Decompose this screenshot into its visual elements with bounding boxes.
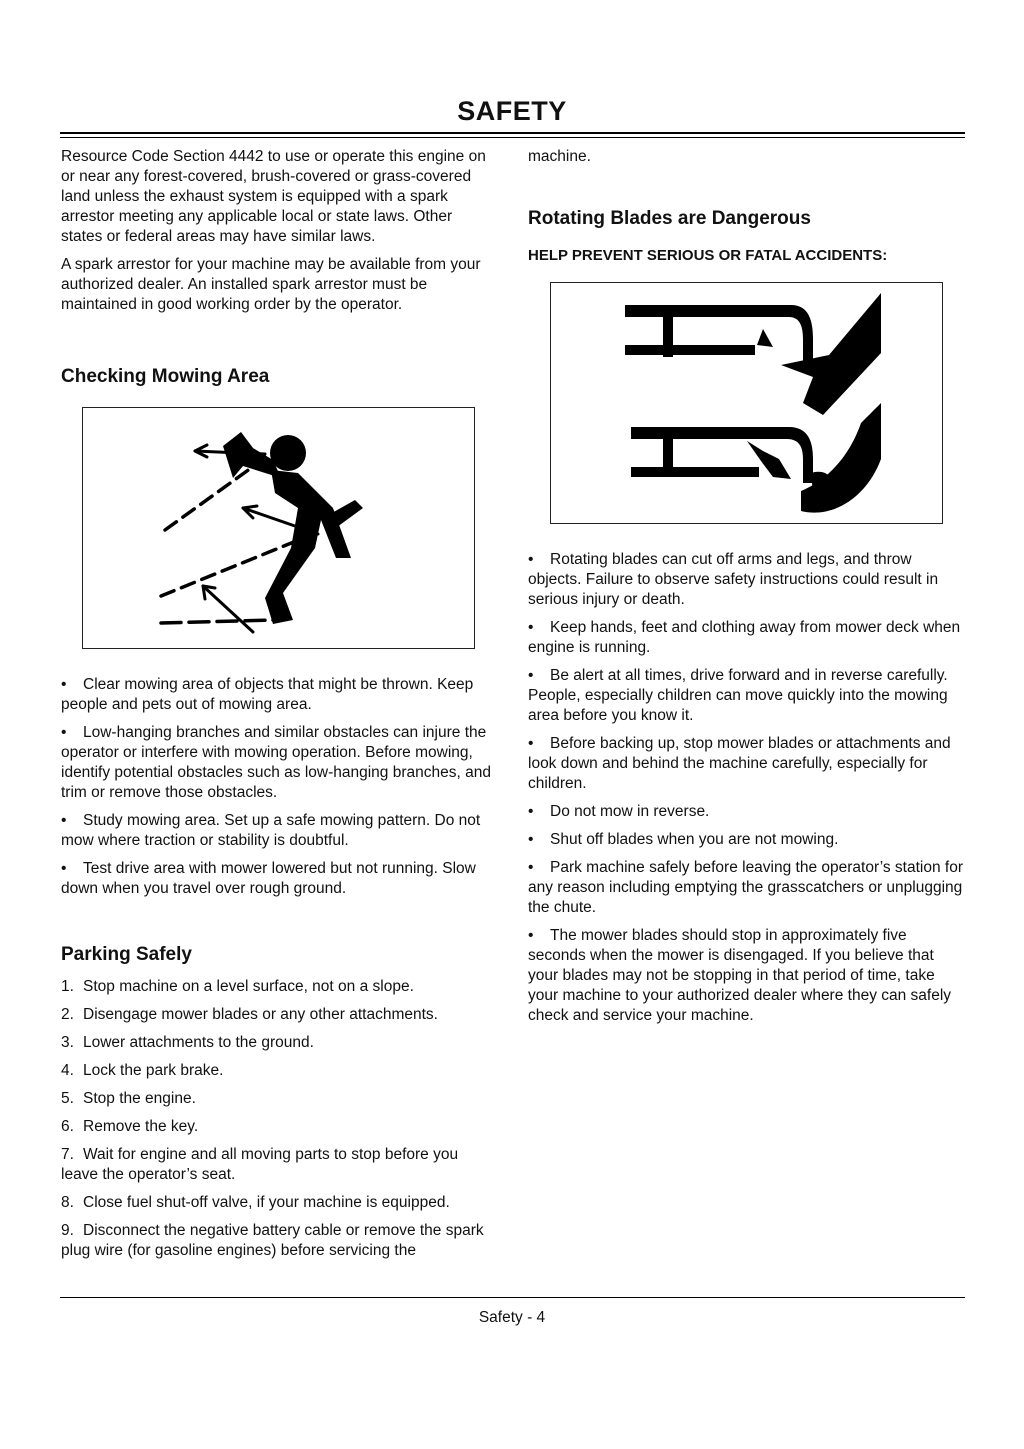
list-item xyxy=(528,550,968,610)
bullet-text: Shut off blades when you are not mowing. xyxy=(550,831,839,848)
bullet-text: Test drive area with mower lowered but not running. Slow down when you travel over rough ground. xyxy=(61,860,476,897)
bullet-marker: • xyxy=(61,676,67,693)
blade-hand-foot-warning-icon xyxy=(551,283,944,525)
list-item xyxy=(528,802,968,822)
section-heading-parking: Parking Safely xyxy=(61,944,192,965)
bullet-text: Be alert at all times, drive forward and in reverse carefully. People, especially children can move quickly into the mowing area before you know it. xyxy=(528,667,948,724)
bullet-text: Park machine safely before leaving the operator’s station for any reason including emptying the grasscatchers or unplugging the chute. xyxy=(528,859,963,916)
bullet-text: Keep hands, feet and clothing away from mower deck when engine is running. xyxy=(528,619,961,656)
step-text: Stop the engine. xyxy=(83,1090,196,1107)
step-number: 2. xyxy=(61,1006,74,1023)
section-heading-blades: Rotating Blades are Dangerous xyxy=(528,208,811,229)
step-text: Wait for engine and all moving parts to stop before you leave the operator’s seat. xyxy=(61,1146,459,1183)
step-text: Lower attachments to the ground. xyxy=(83,1034,314,1051)
bullet-marker: • xyxy=(61,860,67,877)
step-number: 7. xyxy=(61,1146,74,1163)
step-number: 5. xyxy=(61,1090,74,1107)
list-item xyxy=(528,830,968,850)
list-item xyxy=(528,858,968,918)
step-number: 8. xyxy=(61,1194,74,1211)
warning-subheading: HELP PREVENT SERIOUS OR FATAL ACCIDENTS: xyxy=(528,247,888,264)
bullet-text: Clear mowing area of objects that might be thrown. Keep people and pets out of mowing area. xyxy=(61,676,474,713)
step-text: Disconnect the negative battery cable or remove the spark plug wire (for gasoline engines) before servicing the xyxy=(61,1222,484,1259)
bullet-text: Low-hanging branches and similar obstacles can injure the operator or interfere with mowing operation. Before mowing, identify potential obstacles such as low-hanging branches, and trim or remove those obstacles. xyxy=(61,724,491,801)
list-item xyxy=(61,859,497,899)
list-item xyxy=(61,723,497,803)
paragraph: A spark arrestor for your machine may be available from your authorized dealer. An installed spark arrestor must be maintained in good working order by the operator. xyxy=(61,256,481,313)
step-number: 1. xyxy=(61,978,74,995)
numbered-step xyxy=(61,1221,497,1261)
bullet-marker: • xyxy=(528,927,534,944)
bullet-marker: • xyxy=(528,803,534,820)
step-text: Stop machine on a level surface, not on a slope. xyxy=(83,978,414,995)
step-number: 4. xyxy=(61,1062,74,1079)
step-number: 9. xyxy=(61,1222,74,1239)
bullet-marker: • xyxy=(528,667,534,684)
list-item xyxy=(528,734,968,794)
numbered-step xyxy=(61,1061,497,1081)
footer-rule xyxy=(60,1297,965,1298)
header-rule xyxy=(60,132,965,134)
bullet-marker: • xyxy=(528,619,534,636)
bullet-marker: • xyxy=(528,551,534,568)
bullet-marker: • xyxy=(528,735,534,752)
blade-hazard-figure xyxy=(550,282,943,524)
list-item xyxy=(528,926,968,1026)
thrown-objects-figure xyxy=(82,407,475,649)
list-item xyxy=(528,666,968,726)
step-number: 3. xyxy=(61,1034,74,1051)
bullet-text: Do not mow in reverse. xyxy=(550,803,710,820)
numbered-step xyxy=(61,1089,497,1109)
numbered-step xyxy=(61,1005,497,1025)
paragraph: Resource Code Section 4442 to use or operate this engine on or near any forest-covered, brush-covered or grass-covered land unless the exhaust system is equipped with a spark arrestor meeting any applicable local or state laws. Other states or federal areas may have similar laws. xyxy=(61,148,486,245)
bullet-text: The mower blades should stop in approximately five seconds when the mower is disengaged. If you believe that your blades may not be stopping in that period of time, take your machine to your authorized dealer where they can safely check and service your machine. xyxy=(528,927,952,1024)
step-text: Lock the park brake. xyxy=(83,1062,224,1079)
bullet-marker: • xyxy=(528,859,534,876)
paragraph-continuation: machine. xyxy=(528,148,591,165)
step-number: 6. xyxy=(61,1118,74,1135)
section-heading-mowing: Checking Mowing Area xyxy=(61,366,270,387)
numbered-step xyxy=(61,1117,497,1137)
left-column xyxy=(61,147,497,1269)
thrown-objects-warning-icon xyxy=(83,408,476,650)
bullet-marker: • xyxy=(528,831,534,848)
numbered-step xyxy=(61,1193,497,1213)
bullet-marker: • xyxy=(61,812,67,829)
bullet-text: Rotating blades can cut off arms and legs, and throw objects. Failure to observe safety instructions could result in serious injury or death. xyxy=(528,551,939,608)
step-text: Close fuel shut-off valve, if your machine is equipped. xyxy=(83,1194,450,1211)
numbered-step xyxy=(61,1145,497,1185)
numbered-step xyxy=(61,1033,497,1053)
numbered-step xyxy=(61,977,497,997)
bullet-marker: • xyxy=(61,724,67,741)
list-item xyxy=(61,675,497,715)
page-title: SAFETY xyxy=(457,96,567,126)
step-text: Remove the key. xyxy=(83,1118,199,1135)
bullet-text: Study mowing area. Set up a safe mowing pattern. Do not mow where traction or stability is doubtful. xyxy=(61,812,481,849)
bullet-text: Before backing up, stop mower blades or attachments and look down and behind the machine carefully, especially for children. xyxy=(528,735,951,792)
header-rule-thin xyxy=(60,137,965,138)
page-footer: Safety - 4 xyxy=(478,1309,546,1326)
list-item xyxy=(528,618,968,658)
step-text: Disengage mower blades or any other attachments. xyxy=(83,1006,438,1023)
right-column xyxy=(528,147,968,1034)
list-item xyxy=(61,811,497,851)
